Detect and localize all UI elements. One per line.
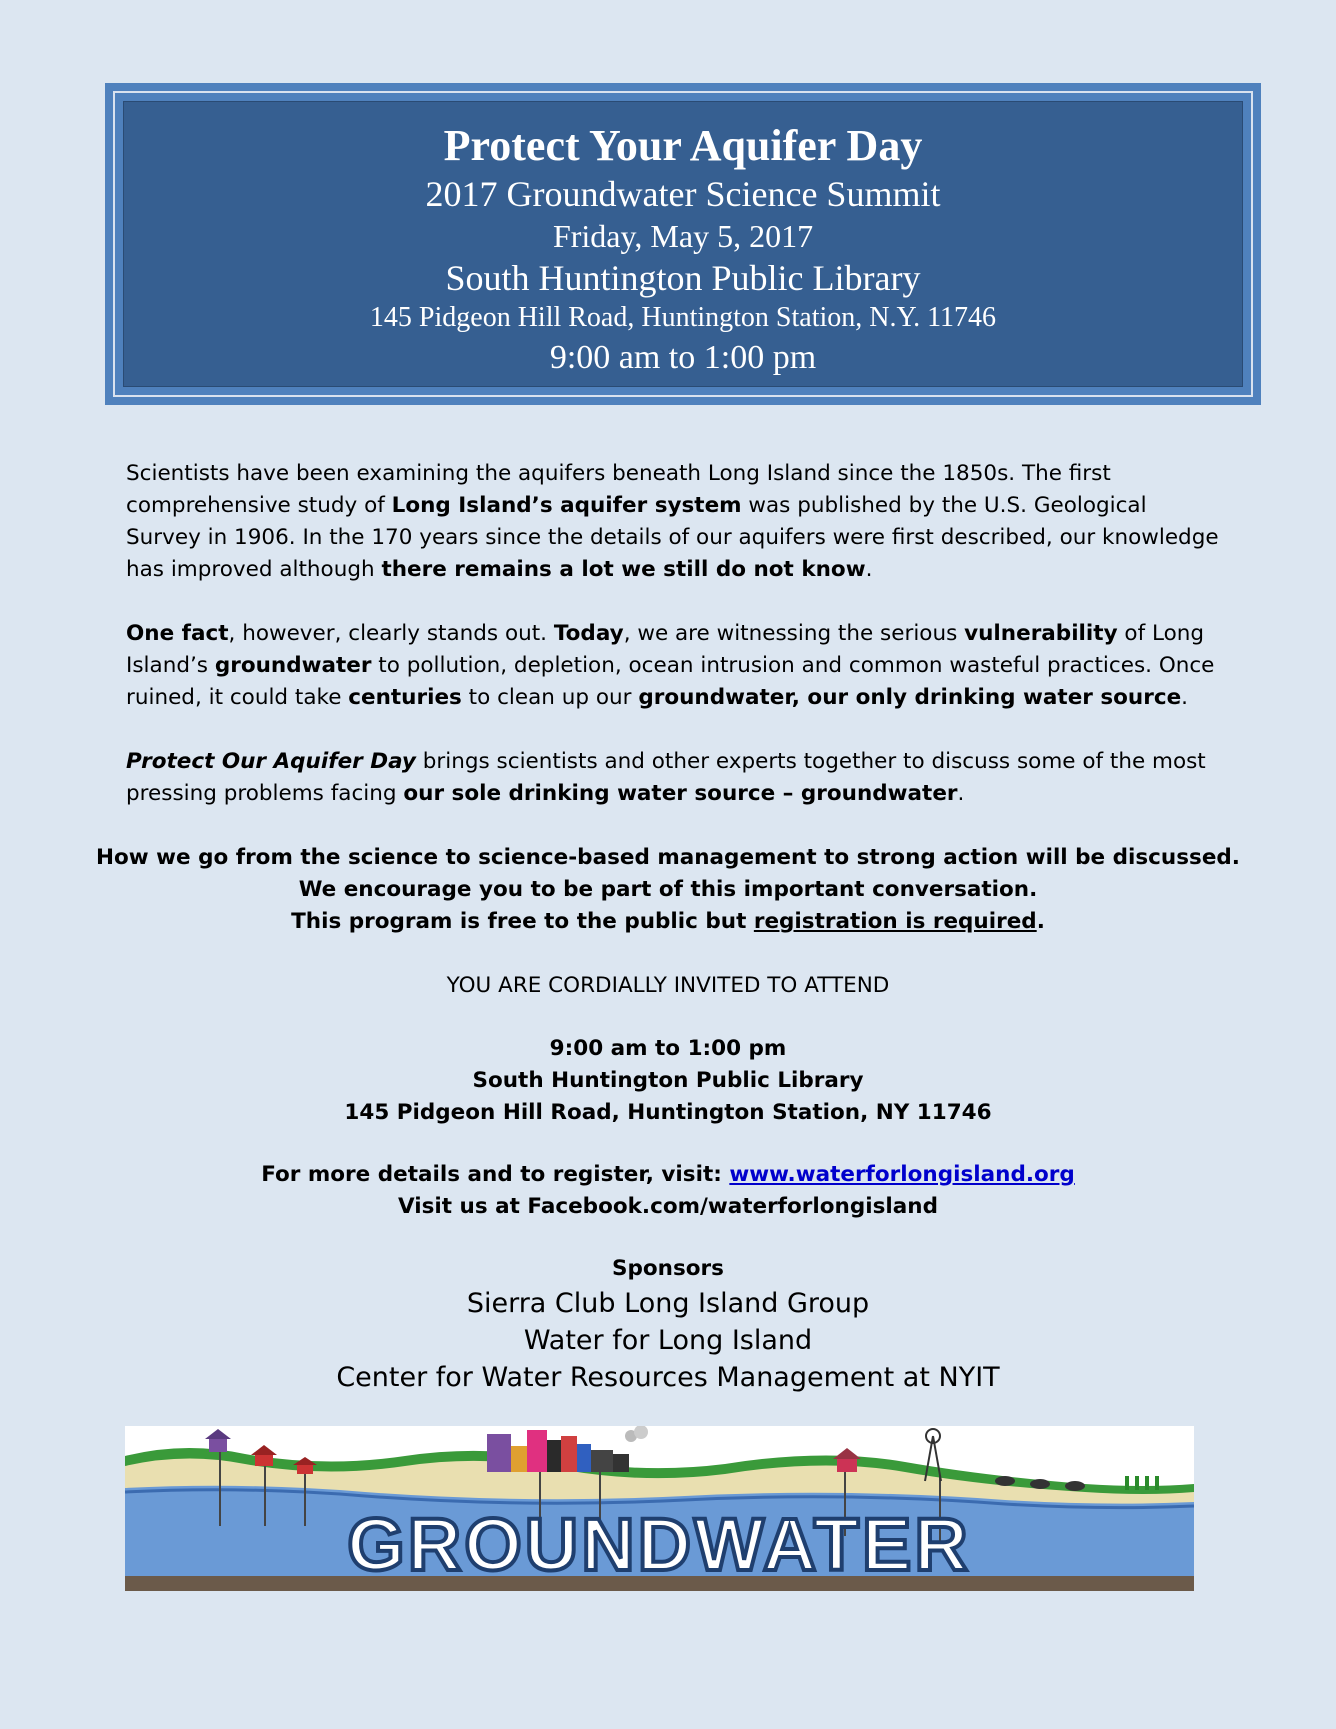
registration-required: registration is required — [753, 909, 1037, 934]
groundwater-wordmark: GROUNDWATER — [347, 1503, 971, 1586]
discussion-line: How we go from the science to science-based management to strong action will be discussed. — [96, 845, 1240, 870]
groundwater-illustration — [125, 1426, 1194, 1591]
details-address: 145 Pidgeon Hill Road, Huntington Station, NY 11746 — [344, 1100, 992, 1125]
facebook-line: Visit us at Facebook.com/waterforlongisland — [398, 1194, 938, 1219]
event-subtitle: 2017 Groundwater Science Summit — [425, 174, 941, 214]
encourage-line: We encourage you to be part of this important conversation. — [298, 877, 1038, 902]
banner-panel — [123, 101, 1243, 387]
purpose-paragraph: Protect Our Aquifer Day brings scientists and other experts together to discuss some of the most pressing problems facing our sole drinking water source – groundwater. — [126, 749, 1206, 806]
register-line: For more details and to register, visit: www.waterforlongisland.org — [261, 1162, 1075, 1187]
details-time: 9:00 am to 1:00 pm — [549, 1036, 787, 1061]
sponsor-item: Water for Long Island — [523, 1325, 813, 1356]
intro-paragraph: Scientists have been examining the aquifers beneath Long Island since the 1850s. The first comprehensive study of Long Island’s aquifer system was published by the U.S. Geological Survey in 1906. In the 170 years since the details of our aquifers were first described, our knowledge has improved although there remains a lot we still do not know. — [126, 461, 1219, 582]
event-venue: South Huntington Public Library — [445, 258, 921, 298]
vulnerability-paragraph: One fact, however, clearly stands out. Today, we are witnessing the serious vulnerability of Long Island’s groundwater to pollution, depletion, ocean intrusion and common wasteful practices. Once ruined, it could take centuries to clean up our groundwater, our only drinking water source. — [126, 621, 1215, 710]
website-link[interactable]: www.waterforlongisland.org — [729, 1162, 1075, 1187]
sponsor-item: Sierra Club Long Island Group — [466, 1288, 870, 1319]
banner-frame — [113, 91, 1253, 397]
event-date: Friday, May 5, 2017 — [552, 218, 814, 254]
invite-heading: YOU ARE CORDIALLY INVITED TO ATTEND — [446, 973, 890, 998]
sponsor-item: Center for Water Resources Management at NYIT — [336, 1362, 1000, 1393]
header-banner — [105, 83, 1261, 405]
event-title: Protect Your Aquifer Day — [443, 121, 923, 170]
sponsors-heading: Sponsors — [612, 1256, 724, 1281]
details-venue: South Huntington Public Library — [472, 1068, 864, 1093]
event-address: 145 Pidgeon Hill Road, Huntington Station, N.Y. 11746 — [369, 302, 997, 333]
registration-line: This program is free to the public but registration is required. — [291, 909, 1045, 934]
event-time: 9:00 am to 1:00 pm — [549, 339, 817, 376]
